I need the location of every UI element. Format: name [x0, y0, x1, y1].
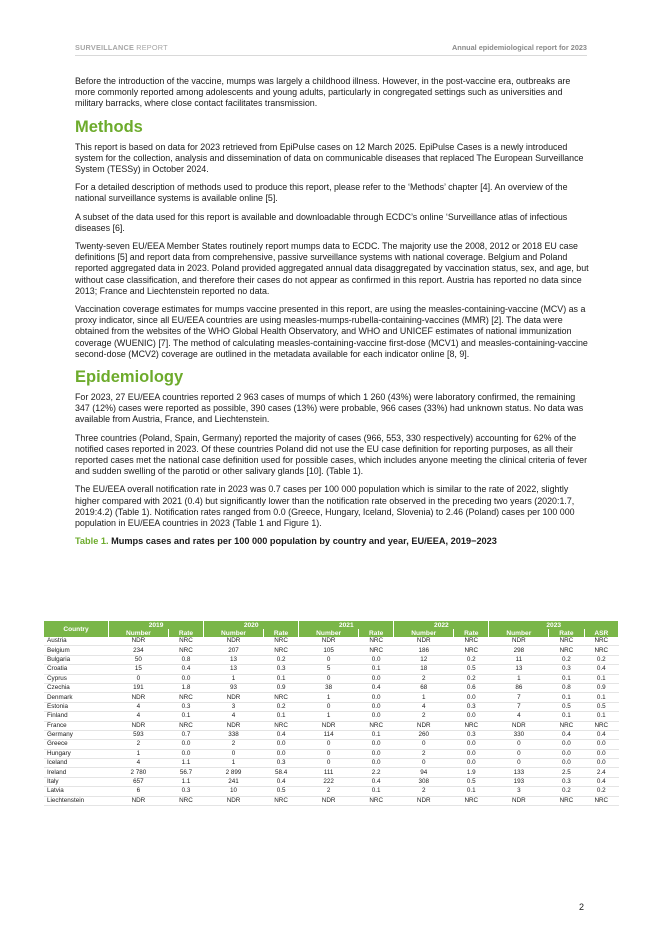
table-cell: 4 [109, 759, 169, 768]
table-cell: 2 [109, 740, 169, 749]
table-cell: 222 [299, 777, 359, 786]
table-cell: 234 [109, 646, 169, 655]
epidemiology-paragraph: For 2023, 27 EU/EEA countries reported 2 963 cases of mumps of which 1 260 (43%) were laboratory confirmed, the remaining 347 (12%) cases were reported as possible, 390 cases (13%) were probable, 966 cases (33%) had unknown status. No data was available from Austria, France, and Liechtenstein. [75, 392, 584, 425]
country-column-header: Country [44, 621, 109, 637]
table-cell: 0.4 [584, 777, 618, 786]
table-cell: 58.4 [263, 768, 298, 777]
table-cell: 0.0 [454, 759, 489, 768]
table-cell: 207 [204, 646, 264, 655]
methods-paragraph: For a detailed description of methods used to produce this report, please refer to the ‘Methods’ chapter [4]. An overview of the national surveillance systems is available online [5]. [75, 182, 568, 204]
table-cell: NDR [204, 693, 264, 702]
table-cell: 0 [299, 655, 359, 664]
country-name-cell: Austria [44, 637, 109, 646]
table-cell: 0.0 [584, 740, 618, 749]
table-cell: 0.3 [263, 665, 298, 674]
rate-subheader: Rate [549, 629, 584, 637]
table-cell: 0.3 [168, 787, 203, 796]
table-cell: 0.7 [168, 730, 203, 739]
table-cell: 0.0 [584, 759, 618, 768]
table-cell: NRC [263, 796, 298, 805]
table-cell: 13 [489, 665, 549, 674]
intro-paragraph: Before the introduction of the vaccine, mumps was largely a childhood illness. However, in the post-vaccine era, outbreaks are more commonly reported among adolescents and young adults, particularly in congregated settings such as universities and military barracks, where close contact facilitates transmission. [75, 76, 571, 109]
table-cell: 0.0 [168, 674, 203, 683]
table-cell: 0.4 [168, 665, 203, 674]
table-cell: 4 [204, 712, 264, 721]
table-cell: 0.4 [359, 777, 394, 786]
table-cell: 0 [299, 674, 359, 683]
methods-paragraph: Twenty-seven EU/EEA Member States routinely report mumps data to ECDC. The majority use the 2008, 2012 or 2018 EU case definitions [5] and report data from comprehensive, passive surveillance systems with national coverage. Belgium and Poland reported aggregated data in 2023. Poland provided aggregated annual data disaggregated by vaccination status, sex, and age, but without case classification, and therefore their cases do not appear as confirmed in this report. Austria has reported no data since 2013; France and Liechtenstein reported no data. [75, 241, 589, 296]
table-caption-label: Table 1. [75, 536, 109, 547]
rate-subheader: Rate [359, 629, 394, 637]
table-cell: 0.0 [263, 749, 298, 758]
table-cell: NDR [489, 637, 549, 646]
table-cell: 0.0 [263, 740, 298, 749]
table-row [44, 683, 619, 692]
country-name-cell: Czechia [44, 683, 109, 692]
table-cell: NRC [263, 637, 298, 646]
header-series-title [75, 43, 168, 52]
table-row [44, 655, 619, 664]
table-cell: NRC [263, 721, 298, 730]
table-cell: NDR [299, 721, 359, 730]
table-cell: NRC [454, 721, 489, 730]
table-cell: NRC [359, 796, 394, 805]
table-cell: 12 [394, 655, 454, 664]
table-cell: 7 [489, 702, 549, 711]
table-row [44, 693, 619, 702]
year-header: 2023 [489, 621, 619, 629]
table-cell: 0.4 [584, 665, 618, 674]
table-cell: 0.1 [584, 693, 618, 702]
table-cell: 0.1 [549, 674, 584, 683]
table-row [44, 749, 619, 758]
table-cell: 1.9 [454, 768, 489, 777]
table-cell: 0.8 [168, 655, 203, 664]
table-cell: 111 [299, 768, 359, 777]
table-cell: 5 [299, 665, 359, 674]
table-cell: 0 [299, 749, 359, 758]
table-cell: 0.0 [549, 749, 584, 758]
table-cell: 2 [394, 749, 454, 758]
table-row [44, 796, 619, 805]
header-series-bold: SURVEILLANCE [75, 43, 135, 52]
number-subheader: Number [204, 629, 264, 637]
table-cell: 2 780 [109, 768, 169, 777]
table-cell: 105 [299, 646, 359, 655]
country-name-cell: Ireland [44, 768, 109, 777]
table-cell: 0.4 [359, 683, 394, 692]
table-cell: 298 [489, 646, 549, 655]
table-cell: NDR [299, 637, 359, 646]
table-cell: 0.0 [584, 749, 618, 758]
table-cell: 4 [109, 712, 169, 721]
country-name-cell: Croatia [44, 665, 109, 674]
table-cell: 38 [299, 683, 359, 692]
table-cell: 0.4 [263, 730, 298, 739]
table-cell: NDR [299, 796, 359, 805]
table-cell: 4 [394, 702, 454, 711]
table-cell: 0 [299, 702, 359, 711]
table-cell: 0.3 [549, 665, 584, 674]
table-caption [75, 536, 589, 546]
table-cell: 50 [109, 655, 169, 664]
table-cell: NDR [109, 637, 169, 646]
table-row [44, 730, 619, 739]
epidemiology-paragraph: Three countries (Poland, Spain, Germany) reported the majority of cases (966, 553, 330 respectively) accounting for 62% of the notified cases reported in 2023. Of these countries Poland did not use the EU case definition for reporting purposes, as all their reported cases met the national case definition used for possible cases, which includes anyone meeting the clinical criteria of fever and sudden swelling of the parotid or other salivary glands [10]. (Table 1). [75, 432, 588, 477]
table-cell: NRC [168, 693, 203, 702]
table-cell: 0.0 [454, 740, 489, 749]
table-cell: NDR [109, 693, 169, 702]
table-cell: NRC [549, 796, 584, 805]
table-cell: 0.2 [584, 655, 618, 664]
table-cell: 0.0 [359, 693, 394, 702]
table-cell: NDR [109, 721, 169, 730]
table-cell: 330 [489, 730, 549, 739]
table-cell: 0.0 [359, 655, 394, 664]
table-cell: 0.3 [454, 702, 489, 711]
table-cell: NRC [263, 646, 298, 655]
table-cell: 193 [489, 777, 549, 786]
country-name-cell: Italy [44, 777, 109, 786]
table-cell: 4 [489, 712, 549, 721]
table-cell: 0.9 [263, 683, 298, 692]
table-cell: NRC [454, 646, 489, 655]
table-cell: 0 [204, 749, 264, 758]
table-cell: NRC [168, 721, 203, 730]
methods-paragraph: This report is based on data for 2023 retrieved from EpiPulse cases on 12 March 2025. EpiPulse Cases is a newly introduced system for the collection, analysis and dissemination of data on communicable diseases that replaced The European Surveillance System (TESSy) in October 2024. [75, 141, 584, 175]
table-cell: 13 [204, 655, 264, 664]
number-subheader: Number [109, 629, 169, 637]
header-series-light: REPORT [136, 43, 168, 52]
table-cell: 86 [489, 683, 549, 692]
table-cell: 0.8 [549, 683, 584, 692]
table-cell: 56.7 [168, 768, 203, 777]
table-cell: 2.5 [549, 768, 584, 777]
table-cell: 1.1 [168, 777, 203, 786]
table-cell: 68 [394, 683, 454, 692]
table-row [44, 721, 619, 730]
table-cell: 0.0 [454, 712, 489, 721]
table-cell: 0 [489, 749, 549, 758]
table-cell: 260 [394, 730, 454, 739]
country-name-cell: France [44, 721, 109, 730]
table-subheader-row [44, 629, 619, 637]
table-cell: 2 [394, 712, 454, 721]
table-cell: 0.0 [359, 759, 394, 768]
table-cell: 18 [394, 665, 454, 674]
table-cell: NRC [584, 637, 618, 646]
country-name-cell: Belgium [44, 646, 109, 655]
epidemiology-heading: Epidemiology [75, 368, 184, 387]
table-cell: NRC [359, 721, 394, 730]
epidemiology-paragraph: The EU/EEA overall notification rate in 2023 was 0.7 cases per 100 000 population which is similar to the rate of 2022, slightly higher compared with 2021 (0.4) but significantly lower than the notification rate observed in the preceding two years (2020:1.7, 2019:4.2) (Table 1). Notification rates ranged from 0.0 (Greece, Hungary, Iceland, Slovenia) to 2.46 (Poland) cases per 100 000 population in EU/EEA countries in 2023 (Table 1 and Figure 1). [75, 484, 575, 529]
table-cell: 0.0 [359, 702, 394, 711]
methods-heading: Methods [75, 117, 143, 136]
table-cell: 0.4 [584, 730, 618, 739]
methods-paragraph: A subset of the data used for this report is available and downloadable through ECDC’s online ‘Surveillance atlas of infectious diseases [6]. [75, 211, 568, 233]
table-row [44, 740, 619, 749]
table-cell: NRC [168, 637, 203, 646]
country-name-cell: Latvia [44, 787, 109, 796]
table-cell: NRC [454, 637, 489, 646]
table-cell: NRC [549, 646, 584, 655]
table-year-header-row [44, 621, 619, 629]
table-cell: 0.3 [168, 702, 203, 711]
table-cell: 0.4 [263, 777, 298, 786]
table-cell: 0.2 [263, 702, 298, 711]
mumps-cases-table [44, 621, 619, 806]
number-subheader: Number [489, 629, 549, 637]
table-cell: 241 [204, 777, 264, 786]
table-cell: 1 [299, 693, 359, 702]
table-row [44, 665, 619, 674]
table-cell: 0.2 [454, 674, 489, 683]
table-row [44, 637, 619, 646]
table-cell: NRC [263, 693, 298, 702]
table-cell: 0.0 [168, 749, 203, 758]
table-cell: 94 [394, 768, 454, 777]
table-cell: 2.2 [359, 768, 394, 777]
year-header: 2019 [109, 621, 204, 629]
table-cell: 0.2 [263, 655, 298, 664]
table-cell: 0.0 [359, 740, 394, 749]
table-cell: 0.1 [359, 665, 394, 674]
table-cell: 2 [299, 787, 359, 796]
table-body [44, 637, 619, 806]
table-cell: NDR [204, 796, 264, 805]
country-name-cell: Denmark [44, 693, 109, 702]
table-cell: 0.5 [584, 702, 618, 711]
table-cell: 1 [204, 674, 264, 683]
table-cell: 10 [204, 787, 264, 796]
table-cell: 0 [109, 674, 169, 683]
table-cell: 0.3 [454, 730, 489, 739]
table-cell: 1.8 [168, 683, 203, 692]
table-cell: 0.0 [454, 749, 489, 758]
table-row [44, 646, 619, 655]
header-report-title: Annual epidemiological report for 2023 [451, 43, 587, 52]
table-cell: 0.3 [549, 777, 584, 786]
table-cell: 308 [394, 777, 454, 786]
table-cell: 0.0 [549, 740, 584, 749]
table-cell: 7 [489, 693, 549, 702]
methods-paragraph: Vaccination coverage estimates for mumps vaccine presented in this report, are using the measles-containing-vaccine (MCV) as a proxy indicator, since all EU/EEA countries are using measles-mumps-rubella-containing-vaccines (MMR) [2]. The data were obtained from the websites of the WHO Global Health Observatory, and WHO and UNICEF estimates of national immunization coverage (WUENIC) [7]. The method of calculating measles-containing-vaccine first-dose (MCV1) and measles-containing-vaccine second-dose (MCV2) coverage are outlined in the metadata available for each indicator online [8, 9]. [75, 304, 588, 359]
country-name-cell: Cyprus [44, 674, 109, 683]
table-cell: 0.1 [359, 730, 394, 739]
table-cell: NDR [204, 721, 264, 730]
table-row [44, 777, 619, 786]
table-cell: 2 [394, 787, 454, 796]
running-header [75, 43, 587, 56]
table-cell: 0.0 [359, 674, 394, 683]
table-cell: NRC [584, 796, 618, 805]
table-cell: 0.9 [584, 683, 618, 692]
table-cell: 0.1 [454, 787, 489, 796]
table-cell: 593 [109, 730, 169, 739]
table-cell: 0.1 [359, 787, 394, 796]
table-cell: 0.2 [454, 655, 489, 664]
table-cell: NDR [109, 796, 169, 805]
table-cell: 1 [394, 693, 454, 702]
table-row [44, 759, 619, 768]
table-cell: 0.5 [454, 665, 489, 674]
table-cell: 0 [299, 759, 359, 768]
table-cell: NRC [168, 646, 203, 655]
table-cell: 1 [204, 759, 264, 768]
table-cell: 13 [204, 665, 264, 674]
table-cell: 0.4 [549, 730, 584, 739]
table-cell: 0 [489, 740, 549, 749]
table-cell: 338 [204, 730, 264, 739]
table-cell: 2 [394, 674, 454, 683]
table-cell: 191 [109, 683, 169, 692]
table-cell: NDR [394, 721, 454, 730]
table-cell: NRC [549, 637, 584, 646]
table-row [44, 768, 619, 777]
table-cell: 1.1 [168, 759, 203, 768]
table-cell: 1 [299, 712, 359, 721]
table-row [44, 674, 619, 683]
table-cell: 133 [489, 768, 549, 777]
table-cell: 0.1 [549, 693, 584, 702]
table-cell: 0.2 [549, 655, 584, 664]
table-cell: 3 [489, 787, 549, 796]
table-cell: 2.4 [584, 768, 618, 777]
table-cell: NDR [394, 796, 454, 805]
table-cell: 0 [299, 740, 359, 749]
rate-subheader: Rate [454, 629, 489, 637]
year-header: 2020 [204, 621, 299, 629]
number-subheader: Number [299, 629, 359, 637]
table-cell: 0.1 [263, 674, 298, 683]
table-cell: 0.5 [549, 702, 584, 711]
table-cell: 11 [489, 655, 549, 664]
table-cell: 0.1 [584, 712, 618, 721]
table-cell: 2 [204, 740, 264, 749]
table-cell: 0.2 [549, 787, 584, 796]
table-cell: NRC [359, 637, 394, 646]
table-cell: 0.1 [263, 712, 298, 721]
table-cell: 3 [204, 702, 264, 711]
number-subheader: Number [394, 629, 454, 637]
country-name-cell: Hungary [44, 749, 109, 758]
table-cell: 0.3 [263, 759, 298, 768]
table-row [44, 712, 619, 721]
country-name-cell: Greece [44, 740, 109, 749]
rate-subheader: Rate [263, 629, 298, 637]
table-row [44, 702, 619, 711]
table-cell: 0 [394, 740, 454, 749]
country-name-cell: Iceland [44, 759, 109, 768]
table-cell: 0 [394, 759, 454, 768]
table-cell: 0.5 [263, 787, 298, 796]
country-name-cell: Germany [44, 730, 109, 739]
table-cell: 0.0 [359, 749, 394, 758]
table-cell: NRC [359, 646, 394, 655]
year-header: 2021 [299, 621, 394, 629]
table-cell: NRC [584, 646, 618, 655]
table-cell: NDR [204, 637, 264, 646]
table-row [44, 787, 619, 796]
table-cell: 0.0 [549, 759, 584, 768]
table-cell: 186 [394, 646, 454, 655]
table-cell: NRC [454, 796, 489, 805]
table-cell: 0.6 [454, 683, 489, 692]
table-cell: 0.0 [168, 740, 203, 749]
table-cell: 0.1 [549, 712, 584, 721]
year-header: 2022 [394, 621, 489, 629]
table-cell: 0.0 [359, 712, 394, 721]
table-caption-text: Mumps cases and rates per 100 000 population by country and year, EU/EEA, 2019−2023 [111, 536, 497, 547]
table-cell: NRC [549, 721, 584, 730]
table-cell: 4 [109, 702, 169, 711]
table-cell: NDR [394, 637, 454, 646]
table-cell: 114 [299, 730, 359, 739]
table-cell: NRC [168, 796, 203, 805]
table-cell: 15 [109, 665, 169, 674]
main-content [75, 76, 589, 549]
table-cell: 1 [489, 674, 549, 683]
rate-subheader: Rate [168, 629, 203, 637]
table-cell: NDR [489, 721, 549, 730]
table-cell: 1 [109, 749, 169, 758]
country-name-cell: Liechtenstein [44, 796, 109, 805]
country-name-cell: Bulgaria [44, 655, 109, 664]
table-cell: 6 [109, 787, 169, 796]
table-cell: 0.1 [168, 712, 203, 721]
table-cell: 0.5 [454, 777, 489, 786]
country-name-cell: Finland [44, 712, 109, 721]
table-cell: NDR [489, 796, 549, 805]
table-cell: 0 [489, 759, 549, 768]
page-number: 2 [579, 902, 585, 912]
table-cell: NRC [584, 721, 618, 730]
table-cell: 2 899 [204, 768, 264, 777]
asr-subheader: ASR [584, 629, 618, 637]
country-name-cell: Estonia [44, 702, 109, 711]
table-cell: 657 [109, 777, 169, 786]
table-cell: 0.2 [584, 787, 618, 796]
table-cell: 93 [204, 683, 264, 692]
table-cell: 0.0 [454, 693, 489, 702]
table-cell: 0.1 [584, 674, 618, 683]
